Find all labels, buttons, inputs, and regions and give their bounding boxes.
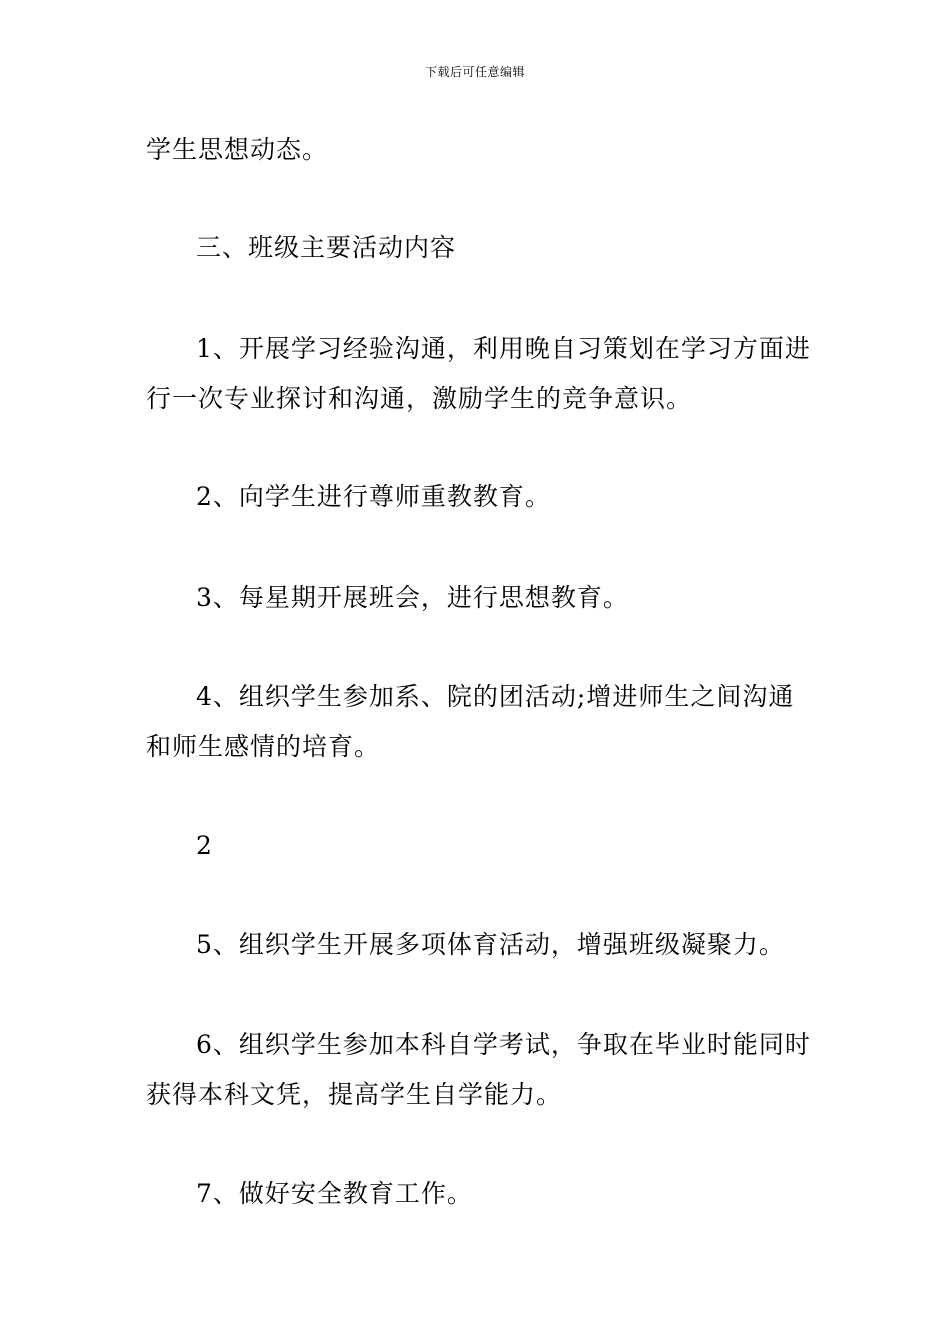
list-item-6-line-2: 获得本科文凭，提高学生自学能力。 [146,1080,563,1109]
list-item-2: 2、向学生进行尊师重教教育。 [196,482,551,511]
list-item-3: 3、每星期开展班会，进行思想教育。 [196,583,629,612]
paragraph-line: 学生思想动态。 [146,135,329,164]
list-item-1-line-2: 行一次专业探讨和沟通，激励学生的竞争意识。 [146,384,693,413]
list-item-6-line-1: 6、组织学生参加本科自学考试，争取在毕业时能同时 [196,1030,811,1059]
list-item-7: 7、做好安全教育工作。 [196,1179,473,1208]
page-number: 2 [196,831,213,860]
list-item-5: 5、组织学生开展多项体育活动，增强班级凝聚力。 [196,930,785,959]
list-item-1-line-1: 1、开展学习经验沟通，利用晚自习策划在学习方面进 [196,334,811,363]
list-item-4-line-2: 和师生感情的培育。 [146,732,381,761]
section-heading: 三、班级主要活动内容 [196,233,457,262]
page-header: 下载后可任意编辑 [424,65,525,79]
list-item-4-line-1: 4、组织学生参加系、院的团活动;增进师生之间沟通 [196,682,795,711]
